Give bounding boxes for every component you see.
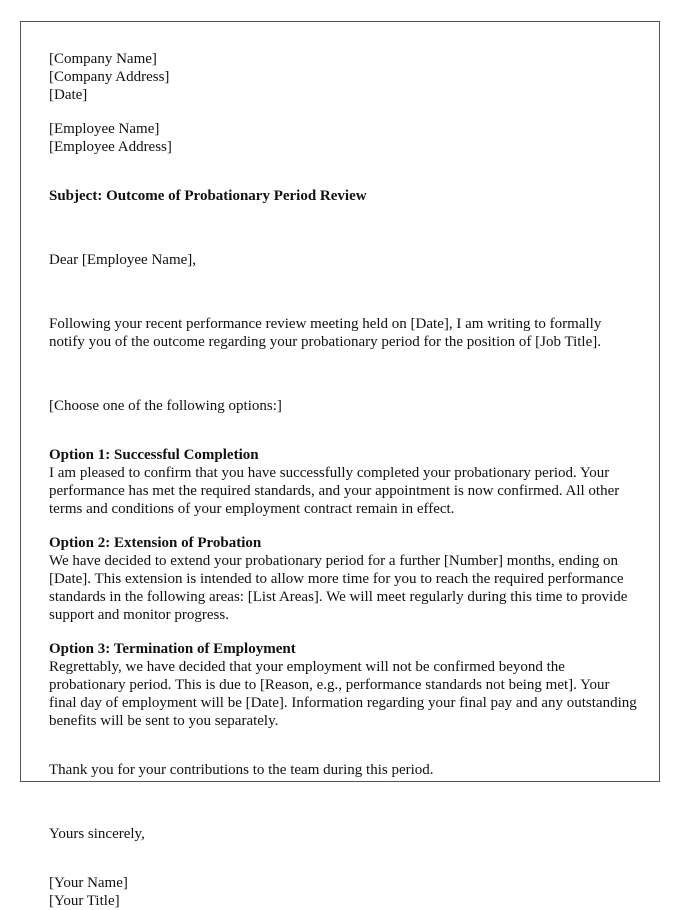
- option-3-body: Regrettably, we have decided that your employment will not be confirmed beyond the probationary period. This is due to [Reason, e.g., performance standards not being met]. Your final day of employment will be [Date]. Information regarding your final pay and any outstanding benefits will be sent to you separately.: [49, 659, 637, 729]
- closing: Yours sincerely,: [49, 826, 145, 842]
- employee-name: [Employee Name]: [49, 121, 160, 137]
- signature-block: [49, 874, 639, 910]
- employee-address: [Employee Address]: [49, 139, 172, 155]
- choose-note: [Choose one of the following options:]: [49, 398, 282, 414]
- company-block: [49, 50, 639, 104]
- option-2: [49, 534, 639, 624]
- letter-page: [20, 21, 660, 909]
- option-2-body: We have decided to extend your probationary period for a further [Number] months, ending on [Date]. This extension is intended to allow more time for you to reach the required performance standards in the following areas: [List Areas]. We will meet regularly during this time to provide support and monitor progress.: [49, 553, 628, 623]
- salutation: Dear [Employee Name],: [49, 252, 197, 268]
- option-2-title: Option 2: Extension of Probation: [49, 535, 262, 551]
- intro-paragraph: Following your recent performance review meeting held on [Date], I am writing to formally notify you of the outcome regarding your probationary period for the position of [Job Title].: [49, 316, 602, 350]
- company-name: [Company Name]: [49, 51, 157, 67]
- option-1-body: I am pleased to confirm that you have successfully completed your probationary period. Your performance has met the required standards, and your appointment is now confirmed. All other terms and conditions of your employment contract remain in effect.: [49, 465, 620, 517]
- option-1-title: Option 1: Successful Completion: [49, 447, 259, 463]
- recipient-block: [49, 120, 639, 156]
- subject-line: Subject: Outcome of Probationary Period Review: [49, 188, 367, 204]
- letter-body: [49, 50, 639, 910]
- option-1: [49, 446, 639, 518]
- option-3: [49, 640, 639, 730]
- signature-title: [Your Title]: [49, 893, 120, 909]
- signature-name: [Your Name]: [49, 875, 128, 891]
- thanks-paragraph: Thank you for your contributions to the team during this period.: [49, 762, 434, 778]
- option-3-title: Option 3: Termination of Employment: [49, 641, 296, 657]
- letter-date: [Date]: [49, 87, 88, 103]
- company-address: [Company Address]: [49, 69, 170, 85]
